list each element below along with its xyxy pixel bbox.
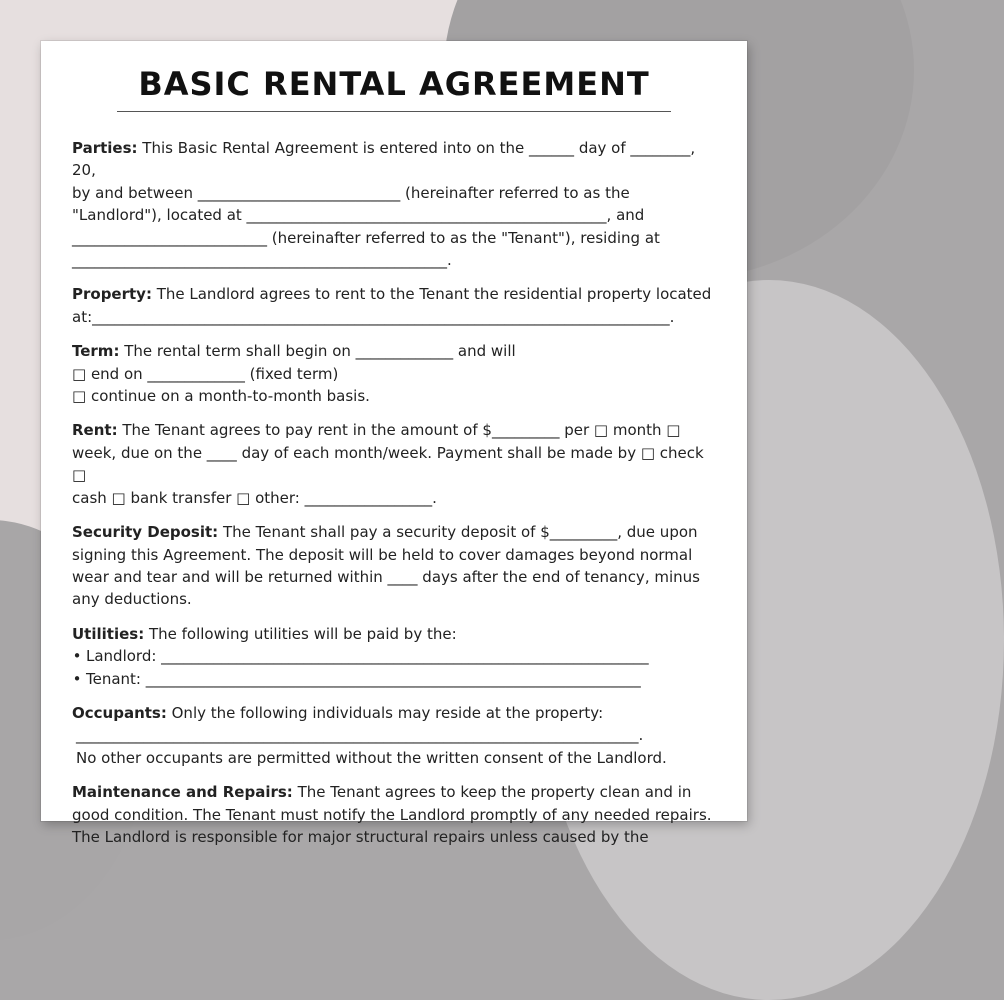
parties-text-1: This Basic Rental Agreement is entered into on the ______ day of ________, 20, bbox=[72, 139, 696, 180]
occupants-label: Occupants: bbox=[72, 703, 167, 722]
parties-section bbox=[72, 137, 719, 271]
rent-line-2: week, due on the ____ day of each month/week. Payment shall be made by □ check □ bbox=[72, 443, 704, 485]
rent-text-1: The Tenant agrees to pay rent in the amount of $_________ per □ month □ bbox=[117, 421, 681, 440]
property-text-1: The Landlord agrees to rent to the Tenant the residential property located bbox=[151, 285, 712, 304]
property-line-1 bbox=[72, 283, 719, 305]
occupants-line-3: No other occupants are permitted without the written consent of the Landlord. bbox=[76, 748, 667, 767]
parties-line-2: by and between ___________________________ (hereinafter referred to as the bbox=[72, 183, 630, 202]
utilities-line-1 bbox=[72, 623, 719, 645]
term-section bbox=[72, 340, 719, 407]
utilities-section bbox=[72, 623, 719, 690]
parties-line-3: "Landlord"), located at ________________________________________________, and bbox=[72, 206, 645, 225]
parties-line-4: __________________________ (hereinafter referred to as the "Tenant"), residing at bbox=[72, 228, 660, 247]
rent-label: Rent: bbox=[72, 421, 118, 440]
utilities-tenant-text: Tenant: __________________________________________________________________ bbox=[86, 669, 641, 688]
maintenance-line-1 bbox=[72, 781, 719, 803]
agreement-body bbox=[72, 137, 719, 860]
utilities-text-1: The following utilities will be paid by the: bbox=[144, 624, 457, 643]
term-text-1: The rental term shall begin on _____________ and will bbox=[119, 342, 516, 361]
property-section bbox=[72, 283, 719, 328]
maintenance-section bbox=[72, 781, 719, 848]
maintenance-line-2: good condition. The Tenant must notify the Landlord promptly of any needed repairs. bbox=[72, 805, 712, 824]
rental-agreement-page bbox=[41, 41, 747, 846]
parties-line-5: __________________________________________________. bbox=[72, 251, 452, 270]
occupants-line-1 bbox=[72, 702, 719, 724]
security-deposit-line-2: signing this Agreement. The deposit will be held to cover damages beyond normal bbox=[72, 545, 693, 564]
bullet-icon: • bbox=[72, 669, 82, 688]
property-line-2: at:_____________________________________________________________________________. bbox=[72, 307, 675, 326]
title-underline bbox=[117, 111, 671, 112]
occupants-line-2: ___________________________________________________________________________. bbox=[76, 726, 644, 745]
maintenance-line-3: The Landlord is responsible for major structural repairs unless caused by the bbox=[72, 827, 649, 846]
utilities-landlord-row bbox=[72, 645, 719, 667]
property-label: Property: bbox=[72, 285, 152, 304]
title-block bbox=[117, 65, 671, 112]
document-title: BASIC RENTAL AGREEMENT bbox=[138, 65, 650, 103]
security-deposit-text-1: The Tenant shall pay a security deposit of $_________, due upon bbox=[218, 523, 698, 542]
security-deposit-line-4: any deductions. bbox=[72, 590, 192, 609]
security-deposit-section bbox=[72, 521, 719, 611]
rent-line-1 bbox=[72, 419, 719, 441]
utilities-tenant-row bbox=[72, 668, 719, 690]
rent-line-3: cash □ bank transfer □ other: _________________. bbox=[72, 488, 437, 507]
bullet-icon: • bbox=[72, 647, 82, 666]
security-deposit-line-1 bbox=[72, 521, 719, 543]
term-line-2: □ end on _____________ (fixed term) bbox=[72, 364, 339, 383]
security-deposit-line-3: wear and tear and will be returned within ____ days after the end of tenancy, minus bbox=[72, 567, 700, 586]
term-line-3: □ continue on a month-to-month basis. bbox=[72, 387, 370, 406]
parties-line-1 bbox=[72, 137, 719, 182]
occupants-section bbox=[72, 702, 719, 769]
utilities-label: Utilities: bbox=[72, 624, 145, 643]
maintenance-text-1: The Tenant agrees to keep the property clean and in bbox=[292, 783, 692, 802]
utilities-landlord-text: Landlord: _________________________________________________________________ bbox=[86, 647, 649, 666]
occupants-text-1: Only the following individuals may reside at the property: bbox=[166, 703, 604, 722]
parties-label: Parties: bbox=[72, 139, 138, 157]
security-deposit-label: Security Deposit: bbox=[72, 523, 219, 542]
maintenance-label: Maintenance and Repairs: bbox=[72, 783, 293, 802]
term-label: Term: bbox=[72, 342, 120, 361]
term-line-1 bbox=[72, 340, 719, 362]
rent-section bbox=[72, 419, 719, 509]
